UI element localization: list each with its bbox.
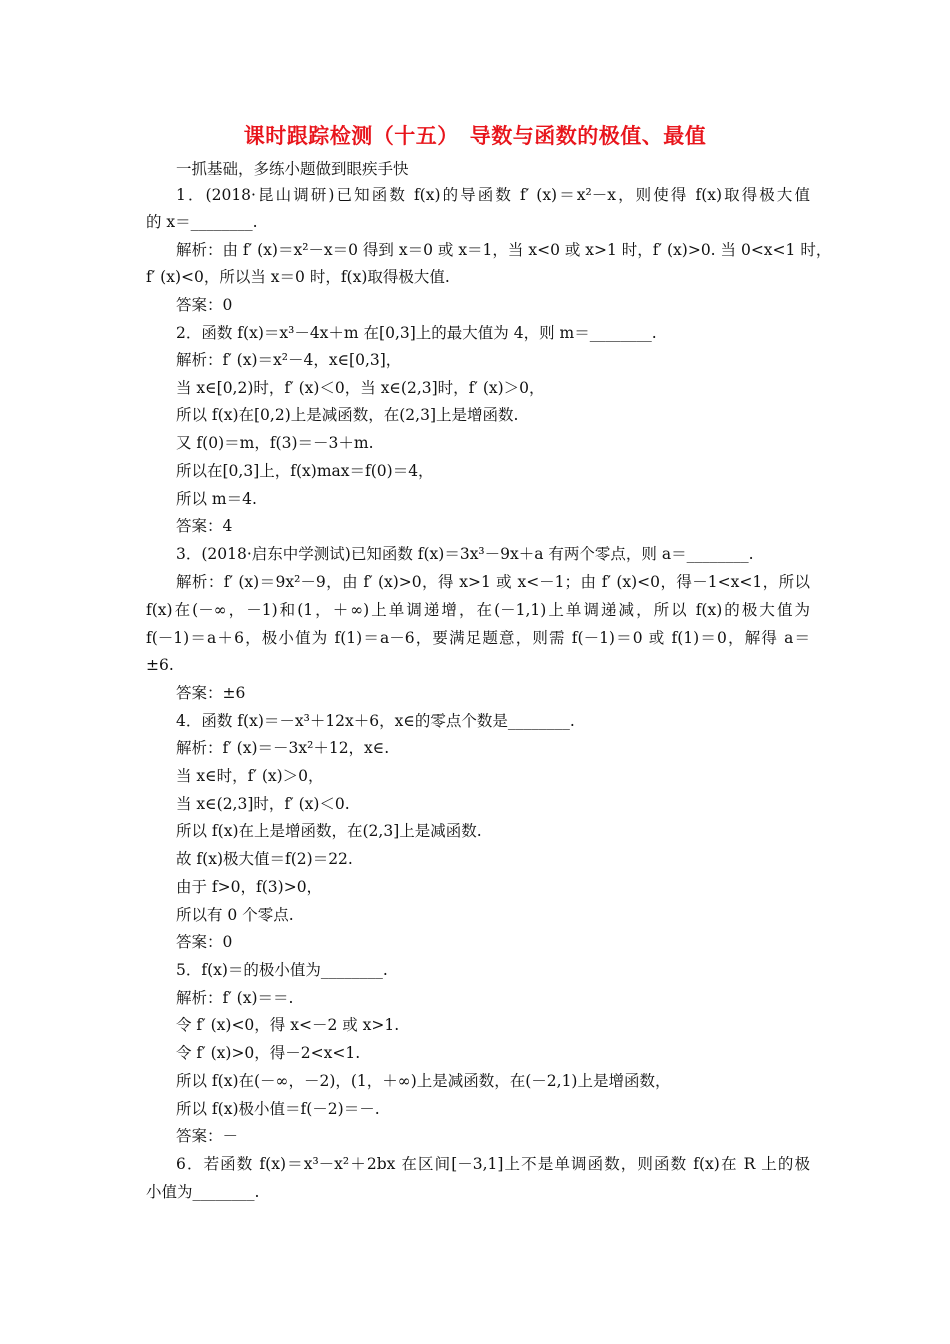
solution-5-line-1: 解析：f′ (x)＝＝. [176, 989, 294, 1007]
solution-4-line-6: 由于 f>0，f(3)>0， [176, 878, 323, 896]
solution-3-line-1: 解析：f′ (x)＝9x²－9，由 f′ (x)>0，得 x>1 或 x<－1；由 f′ (x)<0，得－1<x<1，所以 [176, 573, 810, 591]
answer-3: 答案：±6 [176, 684, 246, 702]
solution-4-line-5: 故 f(x)极大值＝f(2)＝22. [176, 850, 353, 868]
problem-6-line-1: 6．若函数 f(x)＝x³－x²＋2bx 在区间[－3,1]上不是单调函数，则函数 f(x)在 R 上的极 [176, 1155, 810, 1173]
answer-5: 答案：－ [176, 1127, 239, 1145]
solution-2-line-1: 解析：f′ (x)＝x²－4，x∈[0,3]， [176, 351, 402, 369]
answer-1: 答案：0 [176, 296, 233, 314]
problem-6-line-2: 小值为________. [146, 1183, 260, 1201]
solution-4-line-7: 所以有 0 个零点. [176, 906, 294, 924]
solution-1-line-2: f′ (x)<0，所以当 x＝0 时，f(x)取得极大值. [146, 268, 450, 286]
problem-1-line-1: 1．(2018·昆山调研)已知函数 f(x)的导函数 f′ (x)＝x²－x，则使得 f(x)取得极大值 [176, 186, 810, 204]
solution-1-line-1: 解析：由 f′ (x)＝x²－x＝0 得到 x＝0 或 x＝1，当 x<0 或 x>1 时，f′ (x)>0. 当 0<x<1 时， [176, 241, 832, 259]
solution-2-line-3: 所以 f(x)在[0,2)上是减函数，在(2,3]上是增函数. [176, 406, 519, 424]
problem-3: 3．(2018·启东中学测试)已知函数 f(x)＝3x³－9x＋a 有两个零点，则 a＝________. [176, 545, 754, 563]
solution-5-line-4: 所以 f(x)在(－∞，－2)，(1，＋∞)上是减函数，在(－2,1)上是增函数， [176, 1072, 671, 1090]
page-title: 课时跟踪检测（十五） 导数与函数的极值、最值 [243, 124, 707, 148]
solution-2-line-5: 所以在[0,3]上，f(x)max＝f(0)＝4， [176, 462, 434, 480]
solution-2-line-4: 又 f(0)＝m，f(3)＝－3＋m. [176, 434, 374, 452]
section-heading: 一抓基础，多练小题做到眼疾手快 [176, 160, 409, 178]
solution-5-line-2: 令 f′ (x)<0，得 x<－2 或 x>1. [176, 1016, 400, 1034]
solution-3-line-4: ±6. [146, 656, 174, 674]
answer-2: 答案：4 [176, 517, 233, 535]
solution-3-line-2: f(x)在(－∞，－1)和(1，＋∞)上单调递增，在(－1,1)上单调递减，所以 f(x)的极大值为 [146, 601, 810, 619]
problem-4: 4．函数 f(x)＝－x³＋12x＋6，x∈的零点个数是________. [176, 712, 575, 730]
solution-4-line-1: 解析：f′ (x)＝－3x²＋12，x∈. [176, 739, 390, 757]
solution-5-line-3: 令 f′ (x)>0，得－2<x<1. [176, 1044, 361, 1062]
solution-4-line-2: 当 x∈时，f′ (x)＞0， [176, 767, 324, 785]
answer-4: 答案：0 [176, 933, 233, 951]
problem-1-line-2: 的 x＝________. [146, 213, 258, 231]
solution-4-line-3: 当 x∈(2,3]时，f′ (x)＜0. [176, 795, 350, 813]
solution-2-line-2: 当 x∈[0,2)时，f′ (x)＜0，当 x∈(2,3]时，f′ (x)＞0， [176, 379, 545, 397]
solution-4-line-4: 所以 f(x)在上是增函数，在(2,3]上是减函数. [176, 822, 482, 840]
problem-2: 2．函数 f(x)＝x³－4x＋m 在[0,3]上的最大值为 4，则 m＝________. [176, 324, 657, 342]
solution-3-line-3: f(－1)＝a＋6，极小值为 f(1)＝a－6，要满足题意，则需 f(－1)＝0 或 f(1)＝0，解得 a＝ [146, 629, 810, 647]
solution-2-line-6: 所以 m＝4. [176, 490, 257, 508]
problem-5: 5．f(x)＝的极小值为________. [176, 961, 388, 979]
solution-5-line-5: 所以 f(x)极小值＝f(－2)＝－. [176, 1100, 380, 1118]
